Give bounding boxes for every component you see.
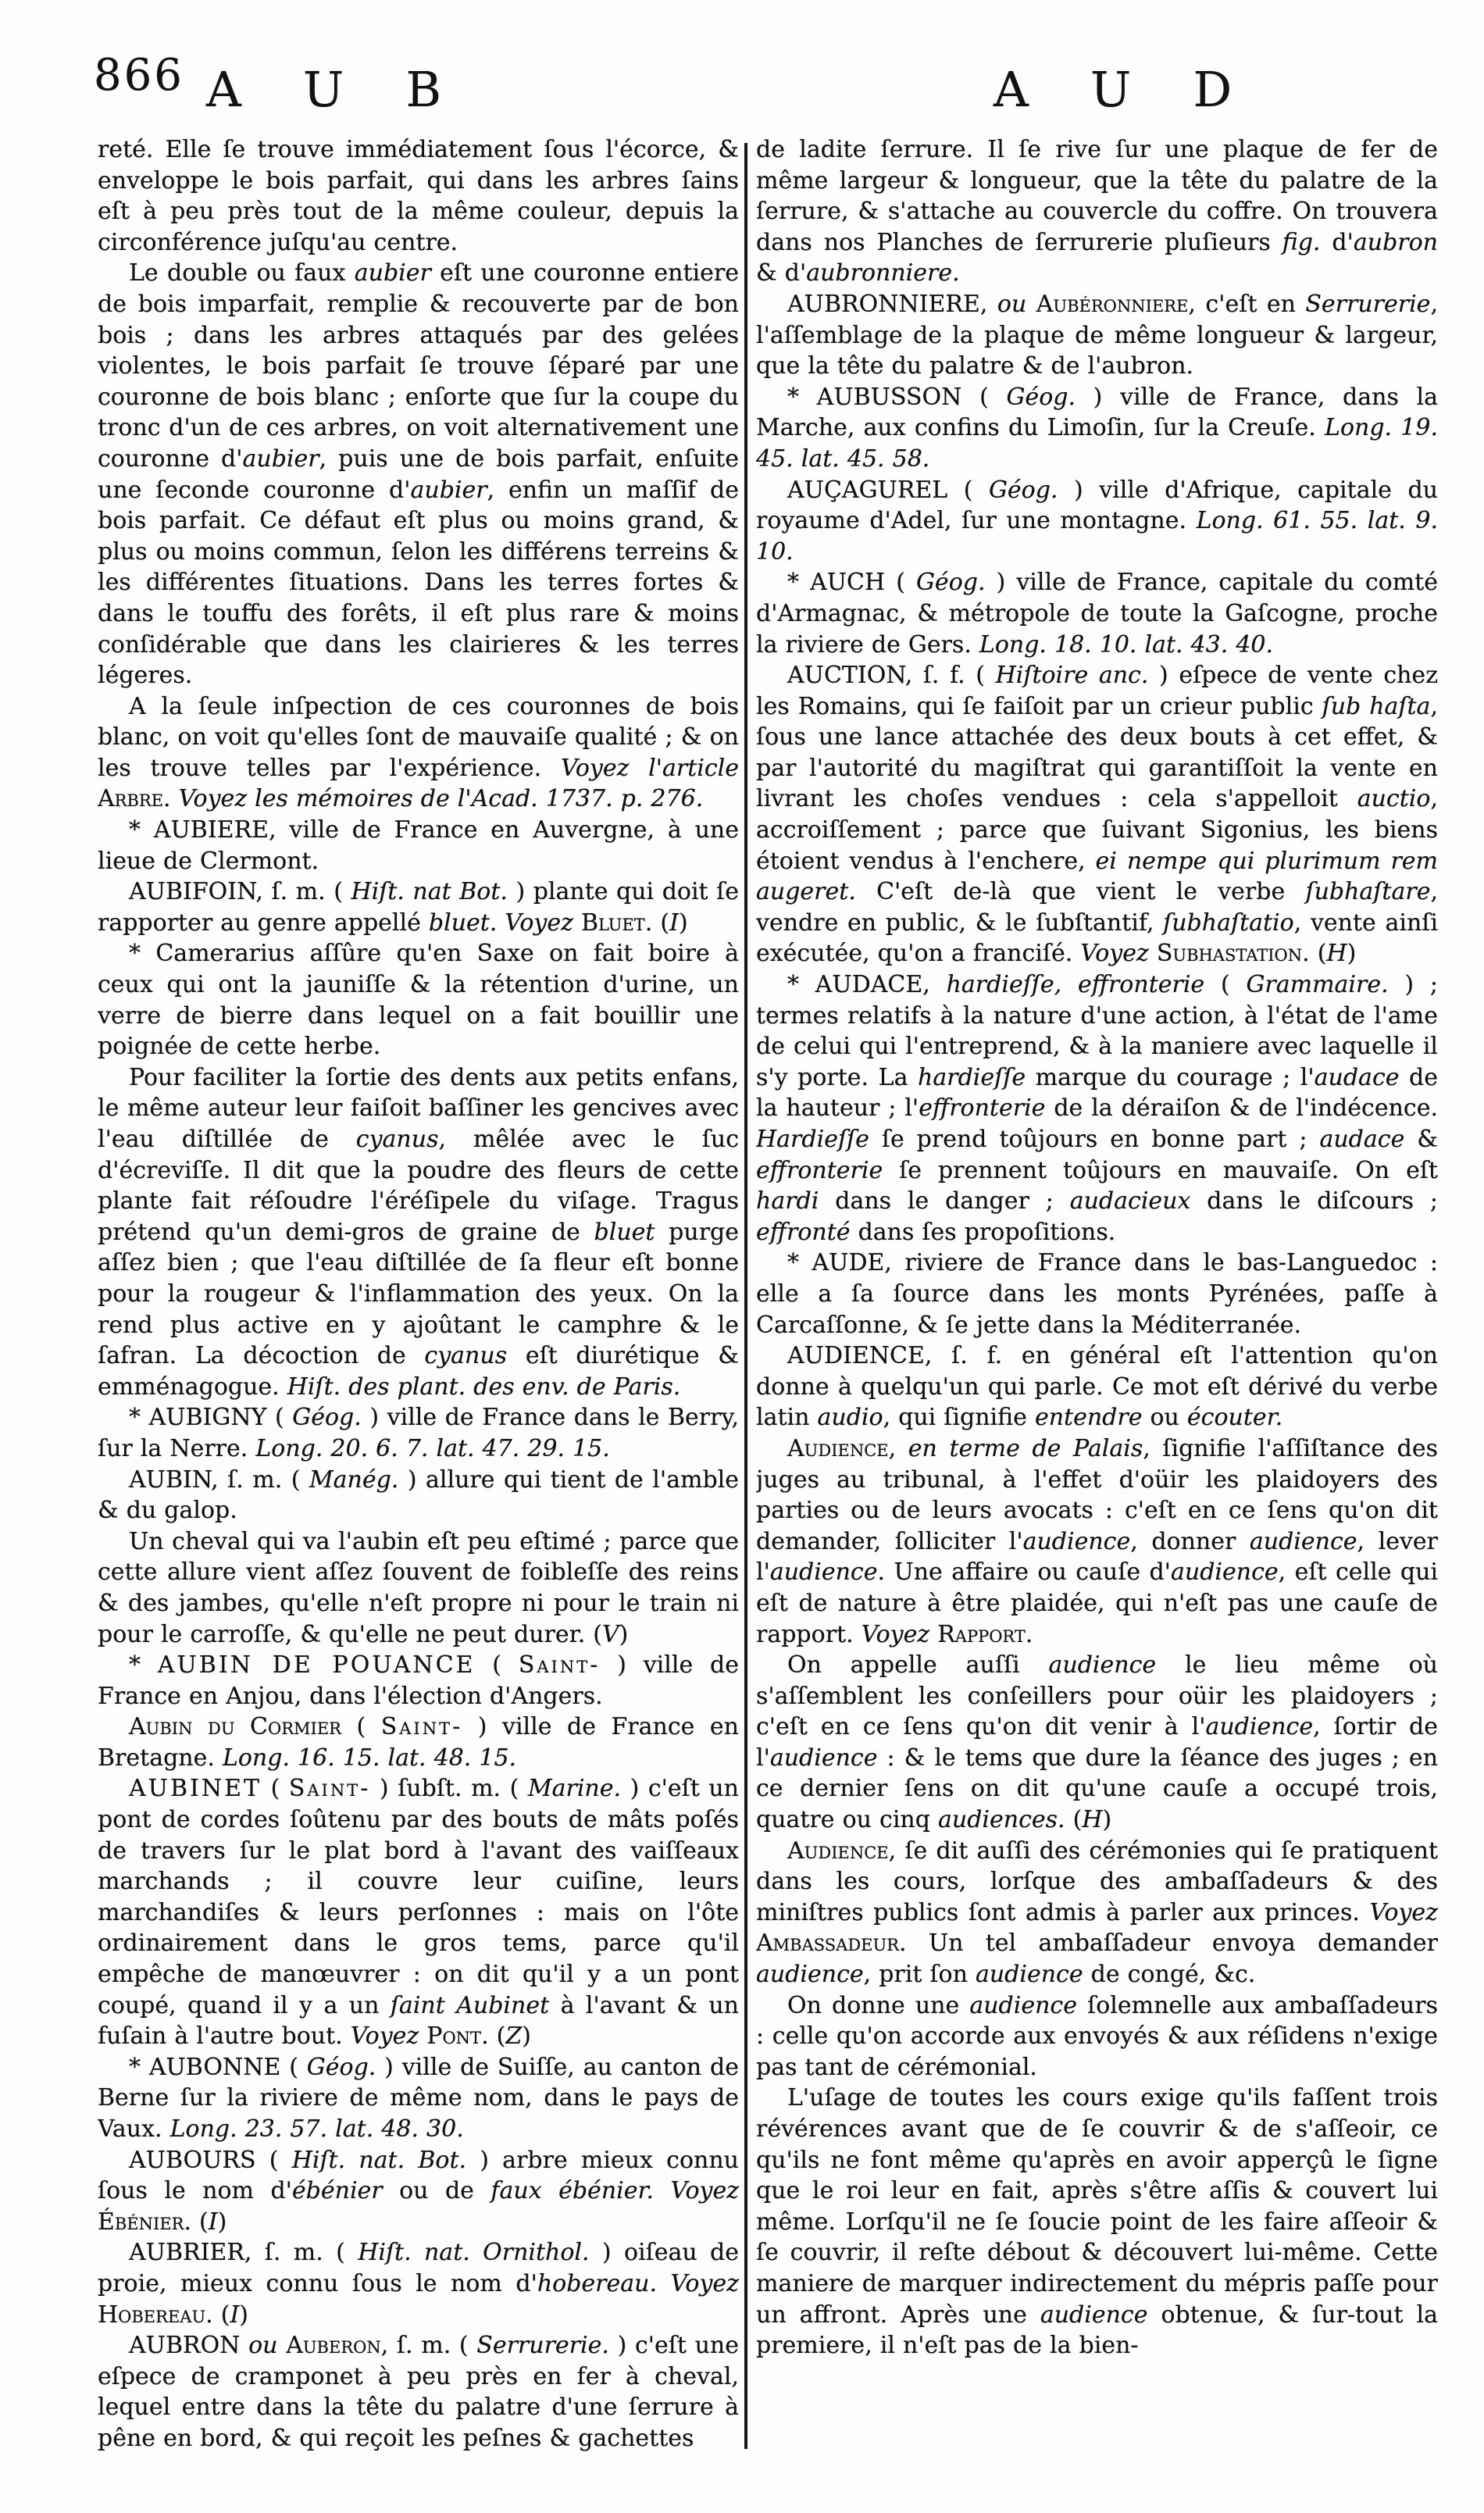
paragraph (98, 1402, 739, 1464)
paragraph (756, 1248, 1438, 1340)
text-segment: Audience (787, 1434, 889, 1462)
text-segment: Hardieſſe (756, 1126, 869, 1153)
text-segment: ) ſubſt. m. ( (370, 1775, 528, 1803)
text-segment: & d' (756, 259, 807, 287)
text-segment: eſt diurétique & emménagogue. (98, 1342, 739, 1401)
text-segment: ou (997, 290, 1027, 318)
text-segment: ſubhaſtatio (1163, 908, 1294, 937)
text-segment: I (230, 2301, 240, 2329)
text-segment: fig. (1282, 228, 1321, 256)
text-segment: audience (1022, 1527, 1131, 1555)
text-segment: ( (191, 2208, 209, 2236)
text-segment: On appelle auſſi (787, 1651, 1049, 1679)
text-segment: A la ſeule inſpection de ces couronnes de bois blanc, on voit qu'elles ſont de mauvaiſe qualité ; & on les trouve telles par l'expérience. (98, 692, 739, 782)
left-column (98, 134, 739, 2458)
text-segment: ) arbre mieux connu ſous le nom d' (98, 2146, 739, 2205)
text-segment: ) (619, 1620, 629, 1648)
text-segment: de ladite ſerrure. Il ſe rive ſur une plaque de fer de même largeur & longueur, que la tête du palatre de la ſerrure, & s'attache au couvercle du coffre. On trouvera dans nos Planches de ſerrurerie pluſieurs (756, 136, 1438, 256)
text-segment: Ébénier. (98, 2208, 192, 2236)
text-segment: AUBIFOIN, ſ. m. ( (129, 878, 351, 906)
text-segment: , ſignifie l'aſſiſtance des juges au tribunal, à l'effet d'oüir les plaidoyers des parties ou de leurs avocats : c'eſt en ce ſens qu'on dit demander, ſolliciter l' (756, 1434, 1438, 1555)
text-segment: Audience (787, 1837, 889, 1865)
text-segment: aubier (242, 444, 319, 473)
text-segment: * AUDE, riviere de France dans le bas-Languedoc : elle a ſa ſource dans les monts Pyrénées, paſſe à Carcaſſonne, & ſe jette dans la Méditerranée. (756, 1249, 1438, 1339)
text-segment: Hiſtoire anc. (995, 662, 1149, 690)
text-segment: hardi (756, 1187, 819, 1215)
text-segment: Saint- (288, 1775, 371, 1803)
text-segment: . Une affaire ou cauſe d' (877, 1558, 1171, 1587)
paragraph (98, 815, 739, 876)
text-segment: Hiſt. nat Bot. (351, 878, 508, 906)
text-segment: d' (1320, 228, 1354, 256)
text-segment: AUBINET (129, 1775, 262, 1803)
text-segment: faux ébénier. Voyez (491, 2177, 739, 2205)
text-segment: ) ville de Suiſſe, au canton de Berne ſur la riviere de même nom, dans le pays de Vaux. (98, 2053, 739, 2143)
text-segment: H (1326, 940, 1347, 968)
text-segment: , ſ. m. ( (380, 2332, 477, 2360)
text-segment: AUBIN DE POUANCE (157, 1651, 476, 1679)
text-segment: écouter. (1186, 1404, 1283, 1432)
text-segment: AUBOURS ( (129, 2146, 292, 2174)
text-segment: ſub haſta (1322, 692, 1431, 720)
text-segment: aubier (410, 476, 487, 504)
text-segment: Hiſt. nat. Ornithol. (358, 2239, 590, 2267)
paragraph (98, 134, 739, 258)
text-segment: Voyez les mémoires de l'Acad. 1737. p. 276. (178, 785, 704, 813)
text-segment: Hiſt. nat. Bot. (291, 2146, 467, 2174)
text-segment: audace (1314, 1063, 1400, 1091)
text-segment: eſt une couronne entiere de bois imparfait, remplie & recouverte par de bon bois ; dans les arbres attaqués par des gelées violentes, le bois parfait ſe trouve ſéparé par une couronne de bois blanc ; enſorte que ſur la coupe du tronc d'un de ces arbres, on voit alternativement une couronne d' (98, 259, 739, 473)
paragraph (756, 1340, 1438, 1433)
text-segment: * AUDACE, (787, 971, 947, 999)
paragraph (756, 475, 1438, 568)
text-segment: audience (769, 1744, 878, 1772)
text-segment: * (129, 1651, 158, 1679)
text-segment: ei nempe qui plurimum rem augeret. (756, 847, 1438, 906)
text-segment: de la hauteur ; l' (756, 1063, 1438, 1123)
text-segment: aubron (1353, 228, 1438, 256)
paragraph (98, 2330, 739, 2454)
text-segment: le lieu même où s'aſſemblent les conſeillers pour oüir les plaidoyers ; c'eſt en ce ſens qu'on dit venir à l' (756, 1651, 1438, 1741)
text-segment: , eſt celle qui eſt de nature à être plaidée, qui n'eſt pas une cauſe de rapport. (756, 1558, 1438, 1648)
text-segment: ) ville de France, capitale du comté d'Armagnac, & métropole de toute la Gaſcogne, proche la riviere de Gers. (756, 569, 1438, 659)
paragraph (756, 382, 1438, 475)
column-divider-rule (744, 143, 747, 2449)
text-segment: entendre (1034, 1404, 1143, 1432)
paragraph (756, 289, 1438, 382)
text-segment: , puis une de bois parfait, enſuite une ſeconde couronne d' (98, 444, 739, 504)
text-segment: , qui ſignifie (883, 1404, 1035, 1432)
text-segment: audience (1171, 1558, 1279, 1587)
text-segment: obtenue, & ſur-tout la premiere, il n'eſt pas de la bien- (756, 2301, 1438, 2360)
text-segment: audience (1048, 1651, 1157, 1679)
text-segment: Voyez (1080, 940, 1149, 968)
text-segment: , ſous une lance attachée des deux bouts à cet effet, & par l'autorité du magiſtrat qui garantiſſoit la vente en livrant les choſes vendues : cela s'appelloit (756, 692, 1438, 813)
paragraph (98, 1650, 739, 1712)
text-segment: cyanus (424, 1342, 508, 1370)
text-segment: audience (1205, 1713, 1314, 1741)
text-segment: * Camerarius aſſûre qu'en Saxe on fait boire à ceux qui ont la jauniſſe & la rétention d'urine, un verre de bierre dans lequel on a fait bouillir une poignée de cette herbe. (98, 940, 739, 1061)
paragraph (756, 660, 1438, 969)
text-segment: I (669, 908, 679, 937)
text-segment: Serrurerie. (476, 2332, 609, 2360)
text-segment: ( (652, 908, 670, 937)
text-segment: Pont. (426, 2022, 489, 2051)
text-segment: , enfin un maſſif de bois parfait. Ce défaut eſt plus ou moins grand, & plus ou moins commun, ſelon les différens terreins & les différentes ſituations. Dans les terres fortes & dans le touffu des forêts, il eſt plus rare & moins conſidérable que dans les clairieres & les terres légeres. (98, 476, 739, 690)
paragraph (756, 1433, 1438, 1650)
text-segment: Voyez (1369, 1898, 1438, 1926)
text-segment: Géog. (292, 1404, 362, 1432)
text-segment: ſe prennent toûjours en mauvaiſe. On eſt (883, 1156, 1438, 1184)
text-segment: Long. 23. 57. lat. 48. 30. (169, 2115, 464, 2143)
text-segment (278, 2332, 287, 2359)
text-segment: audace (1319, 1126, 1405, 1153)
text-segment: ( (475, 1651, 519, 1679)
text-segment (171, 785, 179, 812)
text-segment: Hobereau. (98, 2301, 213, 2329)
text-segment: ( (212, 2301, 230, 2329)
text-segment: AUBRIER, ſ. m. ( (129, 2239, 359, 2267)
text-segment: H (1082, 1806, 1103, 1834)
text-segment: * AUCH ( (787, 569, 916, 597)
text-segment (929, 1621, 937, 1648)
text-segment: Un cheval qui va l'aubin eſt peu eſtimé ; parce que cette allure vient aſſez ſouvent de foibleſſe des reins & des jambes, qu'elle n'eſt propre ni pour le train ni pour le carroſſe, & qu'elle ne peut durer. ( (98, 1527, 739, 1648)
text-segment: Grammaire. (1246, 971, 1389, 999)
page-number: 866 (94, 50, 184, 101)
text-segment: Arbre. (98, 785, 171, 813)
text-segment (1026, 291, 1036, 318)
text-segment: AUBRON (129, 2332, 249, 2360)
text-segment: dans le diſcours ; (1190, 1187, 1438, 1215)
text-segment: effronterie (756, 1156, 883, 1184)
text-segment: Saint- (380, 1713, 463, 1741)
text-segment: , ſortir de l' (756, 1713, 1438, 1772)
text-segment: bluet (594, 1218, 655, 1246)
text-segment: , vendre en public, & le ſubſtantif, (756, 878, 1438, 937)
text-segment: , mêlée avec le ſuc d'écreviſſe. Il dit que la poudre des fleurs de cette plante fait réſoudre l'éréſipele du viſage. Tragus prétend qu'un demi-gros de graine de (98, 1126, 739, 1246)
text-segment: Subhastation. (1156, 940, 1310, 968)
paragraph (756, 1990, 1438, 2083)
text-segment: audience (975, 1961, 1083, 1989)
text-segment: ) ville d'Afrique, capitale du royaume d'Adel, ſur une montagne. (756, 476, 1438, 535)
text-segment: : & le tems que dure la ſéance des juges ; en ce dernier ſens on dit qu'une cauſe a occupé trois, quatre ou cinq (756, 1744, 1438, 1834)
text-segment: Long. 20. 6. 7. lat. 47. 29. 15. (255, 1434, 610, 1462)
text-segment: ( (1204, 971, 1247, 999)
text-segment: ébénier (291, 2177, 383, 2205)
text-segment: ſubhaſtare (1305, 878, 1431, 906)
text-segment: * AUBIERE, ville de France en Auvergne, à une lieue de Clermont. (98, 816, 739, 875)
text-segment: Géog. (306, 2053, 376, 2081)
text-segment: de la déraiſon & de l'indécence. (1045, 1094, 1438, 1123)
text-segment: cyanus (355, 1126, 439, 1153)
text-segment: aubier (354, 259, 431, 287)
text-segment: ) plante qui doit ſe rapporter au genre appellé (98, 878, 739, 937)
paragraph (756, 1836, 1438, 1990)
paragraph (98, 2145, 739, 2238)
text-segment: ou de (382, 2177, 491, 2205)
text-segment: ) eſpece de vente chez les Romains, qui ſe faiſoit par un crieur public (756, 662, 1438, 720)
paragraph (98, 1526, 739, 1650)
text-segment: ) c'eſt une eſpece de cramponet à peu près en fer à cheval, lequel entre dans la tête du palatre d'une ſerrure à pêne en bord, & qui reçoit les peſnes & gachettes (98, 2332, 739, 2452)
text-segment: auctio (1357, 785, 1431, 813)
text-segment: Manég. (309, 1465, 399, 1494)
text-segment: Saint- (518, 1651, 601, 1679)
text-segment: Serrurerie (1305, 290, 1431, 318)
text-segment: audience (1249, 1527, 1357, 1555)
text-segment: purge aſſez bien ; que l'eau diſtillée de ſa fleur eſt bonne pour la rougeur & l'inflammation des yeux. On la rend plus active en y ajoûtant le camphre & le ſafran. La décoction de (98, 1218, 739, 1370)
text-segment: dans ſes propoſitions. (850, 1218, 1116, 1246)
text-segment: audience (756, 1961, 864, 1989)
text-segment: audio (817, 1404, 883, 1432)
text-segment: , vente ainſi exécutée, qu'on a franciſé. (756, 908, 1438, 968)
text-segment: Voyez l'article (560, 754, 739, 782)
text-segment: V (601, 1620, 619, 1648)
text-segment: Hiſt. des plant. des env. de Paris. (287, 1373, 681, 1401)
text-segment (419, 2022, 426, 2050)
text-segment: de congé, &c. (1083, 1961, 1256, 1989)
text-segment: AUCTION, ſ. f. ( (787, 662, 996, 690)
text-segment: , (888, 1434, 908, 1462)
text-segment: bluet. Voyez (428, 908, 573, 937)
text-segment: audience (769, 1558, 878, 1587)
paragraph (98, 1712, 739, 1773)
text-segment: hardieſſe, effronterie (946, 971, 1205, 999)
text-segment: marque du courage ; l' (1026, 1063, 1315, 1091)
text-segment: ( (1309, 940, 1327, 968)
text-segment: Un tel ambaſſadeur envoya demander (906, 1929, 1438, 1958)
text-segment: , c'eſt en (1188, 290, 1306, 318)
text-segment: , lever l' (756, 1527, 1438, 1587)
text-segment: hardieſſe (918, 1063, 1026, 1091)
text-segment: Z (505, 2022, 523, 2051)
text-segment: hobereau. Voyez (537, 2269, 739, 2297)
running-header-right: A U D (993, 61, 1255, 118)
text-segment: ou (248, 2332, 278, 2360)
text-segment: dans le danger ; (819, 1187, 1070, 1215)
text-segment: reté. Elle ſe trouve immédiatement ſous l'écorce, & enveloppe le bois parfait, qui dans les arbres ſains eſt à peu près tout de la même couleur, depuis la circonférence juſqu'au centre. (98, 136, 739, 256)
text-segment: ) (678, 908, 688, 937)
text-segment: audience (969, 1991, 1077, 2019)
text-segment: ) (1102, 1806, 1112, 1834)
text-segment: ſe prend toûjours en bonne part ; (869, 1126, 1320, 1153)
text-segment: I (208, 2208, 218, 2236)
text-segment: Le double ou faux (129, 259, 355, 287)
text-segment: & (1404, 1126, 1438, 1153)
text-segment: aubronniere. (806, 259, 960, 287)
text-segment (573, 909, 581, 937)
text-segment: Bluet. (580, 908, 653, 937)
text-segment: ) ville de France en Bretagne. (98, 1713, 739, 1772)
text-segment: ( (262, 1775, 289, 1803)
text-segment: ) ville de France en Anjou, dans l'élection d'Angers. (98, 1651, 739, 1710)
paragraph (98, 1062, 739, 1403)
text-segment: Géog. (988, 476, 1058, 504)
paragraph (98, 258, 739, 691)
text-segment: Long. 18. 10. lat. 43. 40. (979, 630, 1274, 659)
text-segment: ſaint Aubinet (390, 1991, 550, 2019)
text-segment: audacieux (1069, 1187, 1191, 1215)
text-segment: Long. 19. 45. lat. 45. 58. (756, 414, 1438, 473)
text-segment: * AUBONNE ( (129, 2053, 307, 2081)
text-segment: effronterie (919, 1094, 1046, 1123)
text-segment: * AUBIGNY ( (129, 1404, 293, 1432)
text-segment: Aubin du Cormier (129, 1713, 341, 1741)
right-column (756, 134, 1438, 2458)
text-segment: Long. 16. 15. lat. 48. 15. (222, 1744, 517, 1772)
text-segment: ſolemnelle aux ambaſſadeurs : celle qu'on accorde aux envoyés & aux réſidens n'exige pas tant de cérémonial. (756, 1991, 1438, 2081)
text-segment: Long. 61. 55. lat. 9. 10. (756, 507, 1438, 566)
text-segment: , accroiſſement ; parce que ſuivant Sigonius, les biens étoient vendus à l'enchere, (756, 785, 1438, 875)
running-header-left: A U B (206, 61, 465, 118)
text-segment: en terme de Palais (908, 1434, 1143, 1462)
paragraph (756, 1650, 1438, 1836)
text-segment: ) ville de France, dans la Marche, aux confins du Limoſin, ſur la Creuſe. (756, 383, 1438, 442)
paragraph (756, 134, 1438, 289)
text-segment: à l'avant & un fuſain à l'autre bout. (98, 1991, 739, 2051)
text-segment: , l'aſſemblage de la plaque de même longueur & largeur, que la tête du palatre & de l'aubron. (756, 290, 1438, 380)
text-segment: effronté (756, 1218, 851, 1246)
text-segment: On donne une (787, 1991, 970, 2019)
paragraph (98, 1465, 739, 1526)
text-segment: ) ville de France dans le Berry, ſur la Nerre. (98, 1404, 739, 1462)
text-segment: ( (1065, 1806, 1083, 1834)
text-segment: C'eſt de-là que vient le verbe (855, 878, 1306, 906)
text-segment: audience (1040, 2301, 1148, 2329)
text-segment: ) oiſeau de proie, mieux connu ſous le nom d' (98, 2239, 739, 2297)
text-segment: Géog. (915, 569, 986, 597)
text-segment: Voyez (350, 2022, 419, 2051)
paragraph (756, 567, 1438, 660)
text-segment: L'uſage de toutes les cours exige qu'ils faſſent trois révérences avant que de ſe couvrir & de s'aſſeoir, ce qu'ils ne font même qu'après en avoir apperçû le ſigne que le roi leur en fait, après s'être aſſis & couvert lui même. Lorſqu'il ne ſe ſoucie point de les faire aſſeoir & ſe couvrir, il reſte débout & découvert lui-même. Cette maniere de marquer indirectement du mépris paſſe pour un affront. Après une (756, 2084, 1438, 2329)
paragraph (98, 876, 739, 938)
text-segment: ) (1347, 940, 1357, 968)
text-segment: audiences. (937, 1806, 1065, 1834)
paragraph (98, 2237, 739, 2330)
text-segment: , ſe dit auſſi des cérémonies qui ſe pratiquent dans les cours, lorſque des ambaſſadeurs & des miniſtres publics ſont admis à parler aux princes. (756, 1837, 1438, 1926)
text-segment: Rapport. (937, 1620, 1033, 1648)
paragraph (98, 1773, 739, 2051)
text-segment: ) (217, 2208, 227, 2236)
text-segment: AUBRONNIERE, (787, 290, 997, 318)
text-segment: AUBIN, ſ. m. ( (129, 1465, 309, 1494)
text-segment: ( (341, 1713, 381, 1741)
text-segment (1149, 940, 1157, 967)
text-segment: Pour faciliter la ſortie des dents aux petits enfans, le même auteur leur faiſoit baſſiner les gencives avec l'eau diſtillée de (98, 1063, 739, 1153)
text-segment: ) (239, 2301, 249, 2329)
text-segment: Marine. (527, 1775, 622, 1803)
paragraph (98, 691, 739, 815)
text-segment: ) ; termes relatifs à la nature d'une action, à l'état de l'ame de celui qui l'entreprend, & à la maniere avec laquelle il s'y porte. La (756, 971, 1438, 1091)
text-segment: Ambassadeur. (756, 1929, 907, 1958)
text-segment: Aubéronniere (1036, 290, 1189, 318)
text-segment: Voyez (861, 1620, 930, 1648)
text-segment: ) (522, 2022, 531, 2051)
text-segment: , prit ſon (863, 1961, 976, 1989)
text-segment: Auberon (286, 2332, 381, 2360)
paragraph (756, 969, 1438, 1248)
text-segment: ( (488, 2022, 506, 2051)
text-segment: AUDIENCE, ſ. f. en général eſt l'attention qu'on donne à quelqu'un qui parle. Ce mot eſt dérivé du verbe latin (756, 1342, 1438, 1432)
text-segment: ) c'eſt un pont de cordes ſoûtenu par des bouts de mâts poſés de travers ſur le plat bord à l'avant des vaiſſeaux marchands ; il couvre leur cuiſine, leurs marchandiſes & leurs perſonnes : mais on l'ôte ordinairement dans le gros tems, parce qu'il empêche de manœuvrer : on dit qu'il y a un pont coupé, quand il y a un (98, 1775, 739, 2019)
paragraph (756, 2083, 1438, 2361)
text-segment: AUÇAGUREL ( (787, 476, 989, 504)
text-segment: * AUBUSSON ( (787, 383, 1007, 411)
text-segment: Géog. (1006, 383, 1076, 411)
paragraph (98, 2052, 739, 2145)
text-segment: ou (1142, 1404, 1187, 1432)
text-segment: , donner (1130, 1527, 1250, 1555)
paragraph (98, 938, 739, 1062)
text-segment: ) allure qui tient de l'amble & du galop. (98, 1465, 739, 1525)
